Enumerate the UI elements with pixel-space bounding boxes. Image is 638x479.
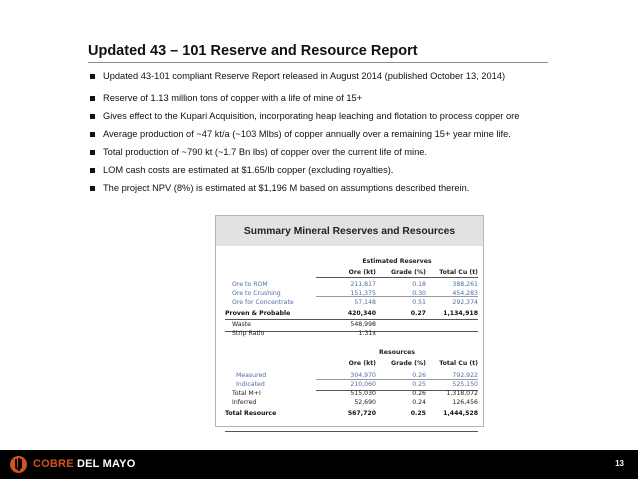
bullet-list xyxy=(88,71,608,194)
col-header-grade: Grade (%) xyxy=(391,269,426,276)
table-row: Strip Ratio 1.31x xyxy=(232,330,376,337)
table-row: Waste 548,998 xyxy=(232,321,376,328)
table-title: Summary Mineral Reserves and Resources xyxy=(216,216,483,246)
bullet-item: LOM cash costs are estimated at $1.65/lb copper (excluding royalties). xyxy=(88,165,608,176)
total-rule-top xyxy=(225,431,478,432)
bullet-item: Reserve of 1.13 million tons of copper with a life of mine of 15+ xyxy=(88,93,608,104)
table-row: Inferred 52,690 0.24 126,456 xyxy=(232,399,478,406)
table-row-total: Total Resource 567,720 0.25 1,444,528 xyxy=(225,410,478,417)
resources-group-label: Resources xyxy=(379,349,415,356)
page-title: Updated 43 – 101 Reserve and Resource Report xyxy=(88,43,418,59)
bullet-item: Updated 43-101 compliant Reserve Report released in August 2014 (published October 13, 2014) xyxy=(88,71,608,82)
table-row: Ore to Crushing 151,375 0.30 454,283 xyxy=(232,290,478,297)
bullet-item: Gives effect to the Kupari Acquisition, incorporating heap leaching and flotation to process copper ore xyxy=(88,111,608,122)
col-header-grade: Grade (%) xyxy=(391,360,426,367)
footer-bar xyxy=(0,450,638,479)
page-number: 13 xyxy=(615,459,624,468)
table-row-total: Proven & Probable 420,340 0.27 1,134,918 xyxy=(225,310,478,317)
reserves-group-label: Estimated Reserves xyxy=(362,258,432,265)
col-header-cu: Total Cu (t) xyxy=(439,269,478,276)
col-header-ore: Ore (kt) xyxy=(348,269,376,276)
bullet-item: The project NPV (8%) is estimated at $1,196 M based on assumptions described therein. xyxy=(88,183,608,194)
table-row: Total M+I 515,030 0.26 1,318,072 xyxy=(232,390,478,397)
logo-stem-icon xyxy=(18,458,20,471)
header-rule xyxy=(316,277,478,278)
bullet-item: Average production of ~47 kt/a (~103 Mlbs) of copper annually over a remaining 15+ year mine life. xyxy=(88,129,608,140)
table-row: Measured 304,970 0.26 792,922 xyxy=(236,372,478,379)
col-header-cu: Total Cu (t) xyxy=(439,360,478,367)
table-row: Ore to ROM 211,817 0.18 388,261 xyxy=(232,281,478,288)
table-row: Ore for Concentrate 57,148 0.51 292,374 xyxy=(232,299,478,306)
col-header-ore: Ore (kt) xyxy=(348,360,376,367)
table-row: Indicated 210,060 0.25 525,150 xyxy=(236,381,478,388)
reserves-resources-table xyxy=(215,215,484,427)
title-divider xyxy=(88,62,548,63)
bullet-item: Total production of ~790 kt (~1.7 Bn lbs) of copper over the current life of mine. xyxy=(88,147,608,158)
brand-name: COBRE DEL MAYO xyxy=(33,458,136,470)
